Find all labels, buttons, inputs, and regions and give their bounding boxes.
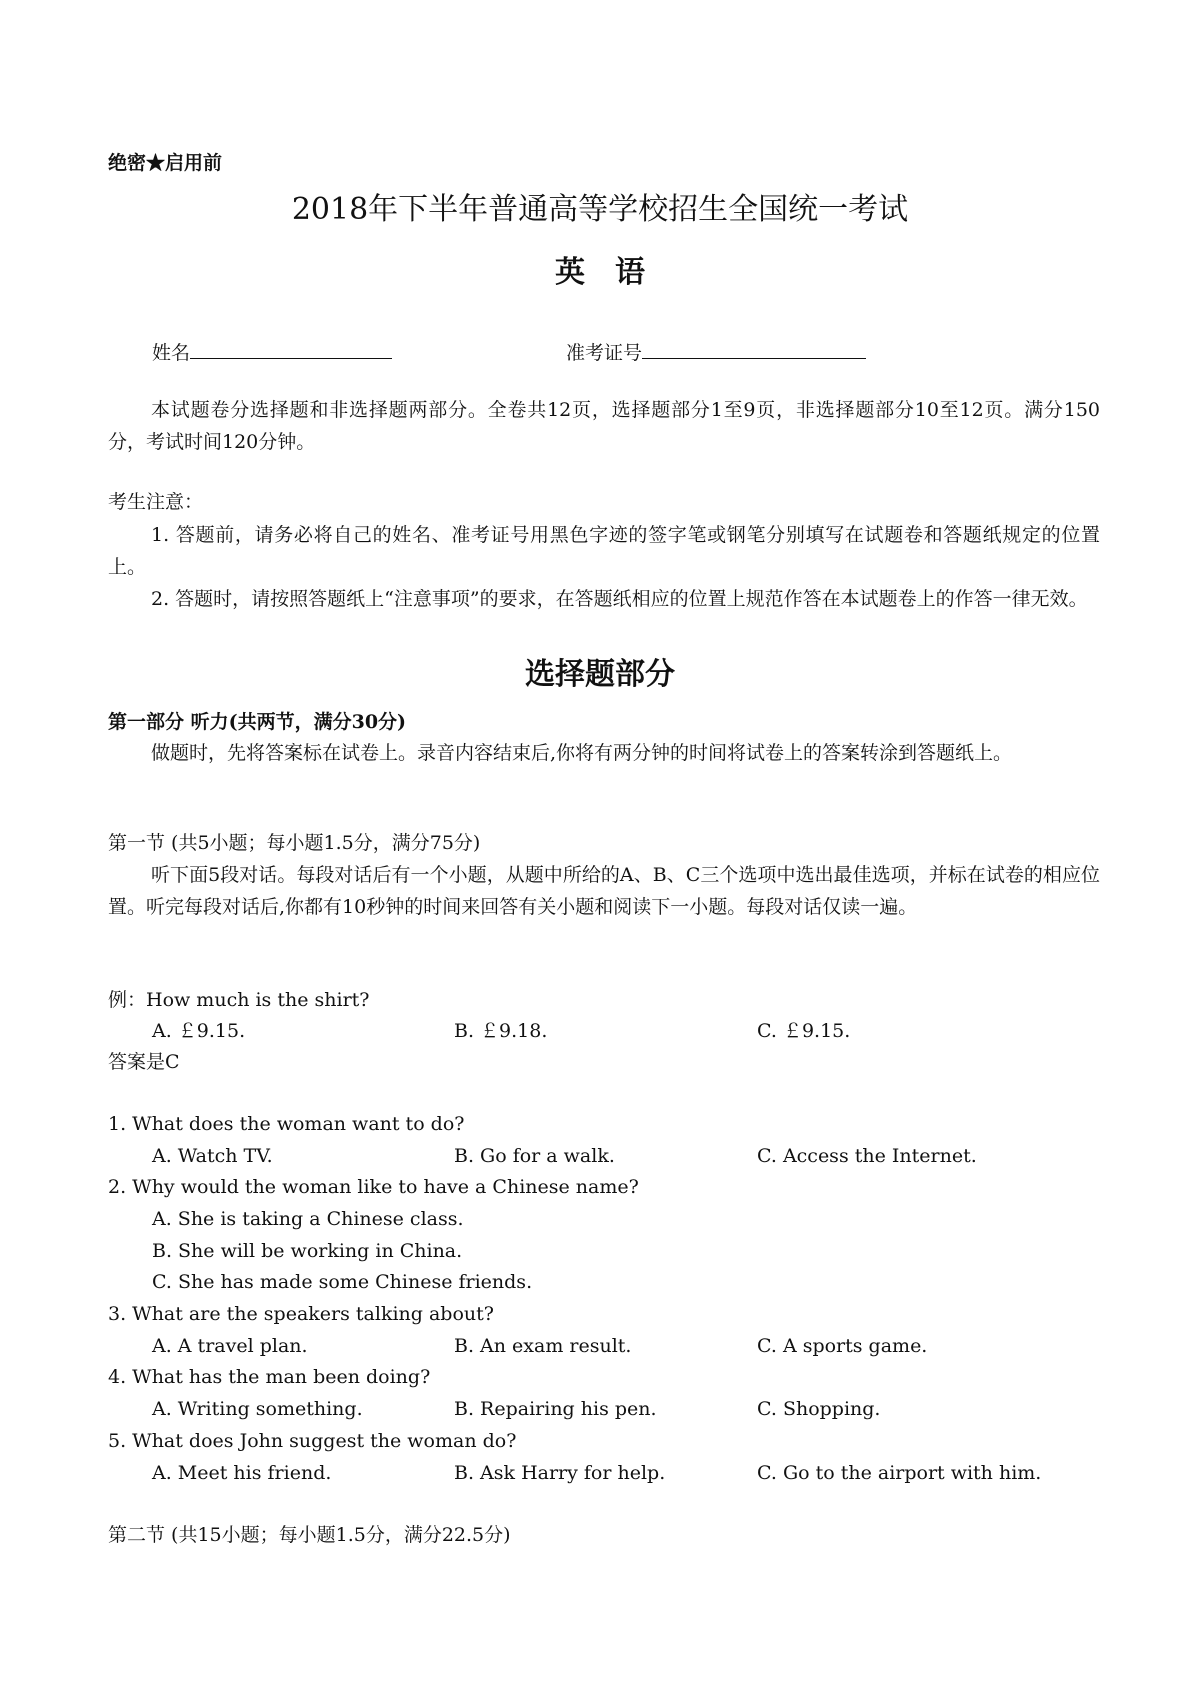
id-field [566, 340, 866, 363]
section2-title: 第二节 (共15小题；每小题1.5分，满分22.5分) [108, 1524, 511, 1546]
q4-option-c: C. Shopping. [757, 1398, 881, 1420]
name-field [152, 340, 392, 363]
section1-title: 第一节 (共5小题；每小题1.5分，满分75分) [108, 832, 481, 854]
q3-option-a: A. A travel plan. [152, 1335, 308, 1357]
example-option-a: A. ￡9.15. [152, 1020, 246, 1042]
question-4: 4. What has the man been doing? [108, 1366, 431, 1388]
example-option-c: C. ￡9.15. [757, 1020, 851, 1042]
example-question: 例：How much is the shirt? [108, 989, 370, 1011]
q2-option-a: A. She is taking a Chinese class. [152, 1208, 464, 1230]
part1-title: 第一部分 听力(共两节，满分30分) [108, 711, 407, 733]
q2-option-b: B. She will be working in China. [152, 1240, 463, 1262]
q1-option-b: B. Go for a walk. [454, 1145, 615, 1167]
example-answer: 答案是C [108, 1051, 180, 1073]
secret-label: 绝密★启用前 [108, 152, 223, 174]
notice-item-1: 1. 答题前，请务必将自己的姓名、准考证号用黑色字迹的签字笔或钢笔分别填写在试题卷和答题纸规定的位置上。 [108, 524, 1100, 578]
q5-option-c: C. Go to the airport with him. [757, 1462, 1042, 1484]
question-3: 3. What are the speakers talking about? [108, 1303, 494, 1325]
exam-title: 2018年下半年普通高等学校招生全国统一考试 [291, 192, 909, 227]
q4-option-b: B. Repairing his pen. [454, 1398, 657, 1420]
q1-option-c: C. Access the Internet. [757, 1145, 977, 1167]
question-1: 1. What does the woman want to do? [108, 1113, 465, 1135]
q2-option-c: C. She has made some Chinese friends. [152, 1271, 533, 1293]
section1-instruction: 听下面5段对话。每段对话后有一个小题，从题中所给的A、B、C三个选项中选出最佳选项，并标在试卷的相应位置。听完每段对话后,你都有10秒钟的时间来回答有关小题和阅读下一小题。每段对话仅读一遍。 [108, 864, 1100, 918]
name-blank [190, 340, 392, 359]
question-2: 2. Why would the woman like to have a Chinese name? [108, 1176, 639, 1198]
q1-option-a: A. Watch TV. [152, 1145, 273, 1167]
id-blank [642, 340, 866, 359]
intro-paragraph: 本试题卷分选择题和非选择题两部分。全卷共12页，选择题部分1至9页，非选择题部分10至12页。满分150分，考试时间120分钟。 [108, 399, 1100, 453]
question-5: 5. What does John suggest the woman do? [108, 1430, 517, 1452]
section-title: 选择题部分 [525, 657, 675, 692]
q5-option-a: A. Meet his friend. [152, 1462, 332, 1484]
name-label: 姓名 [152, 342, 191, 364]
subject-title: 英 语 [555, 255, 645, 290]
part1-instruction: 做题时，先将答案标在试卷上。录音内容结束后,你将有两分钟的时间将试卷上的答案转涂到答题纸上。 [151, 742, 1013, 764]
notice-title: 考生注意： [108, 491, 204, 513]
q4-option-a: A. Writing something. [152, 1398, 363, 1420]
example-option-b: B. ￡9.18. [454, 1020, 548, 1042]
q3-option-c: C. A sports game. [757, 1335, 928, 1357]
id-label: 准考证号 [566, 342, 643, 364]
notice-item-2: 2. 答题时，请按照答题纸上“注意事项”的要求，在答题纸相应的位置上规范作答在本试题卷上的作答一律无效。 [151, 588, 1088, 610]
q5-option-b: B. Ask Harry for help. [454, 1462, 666, 1484]
q3-option-b: B. An exam result. [454, 1335, 632, 1357]
